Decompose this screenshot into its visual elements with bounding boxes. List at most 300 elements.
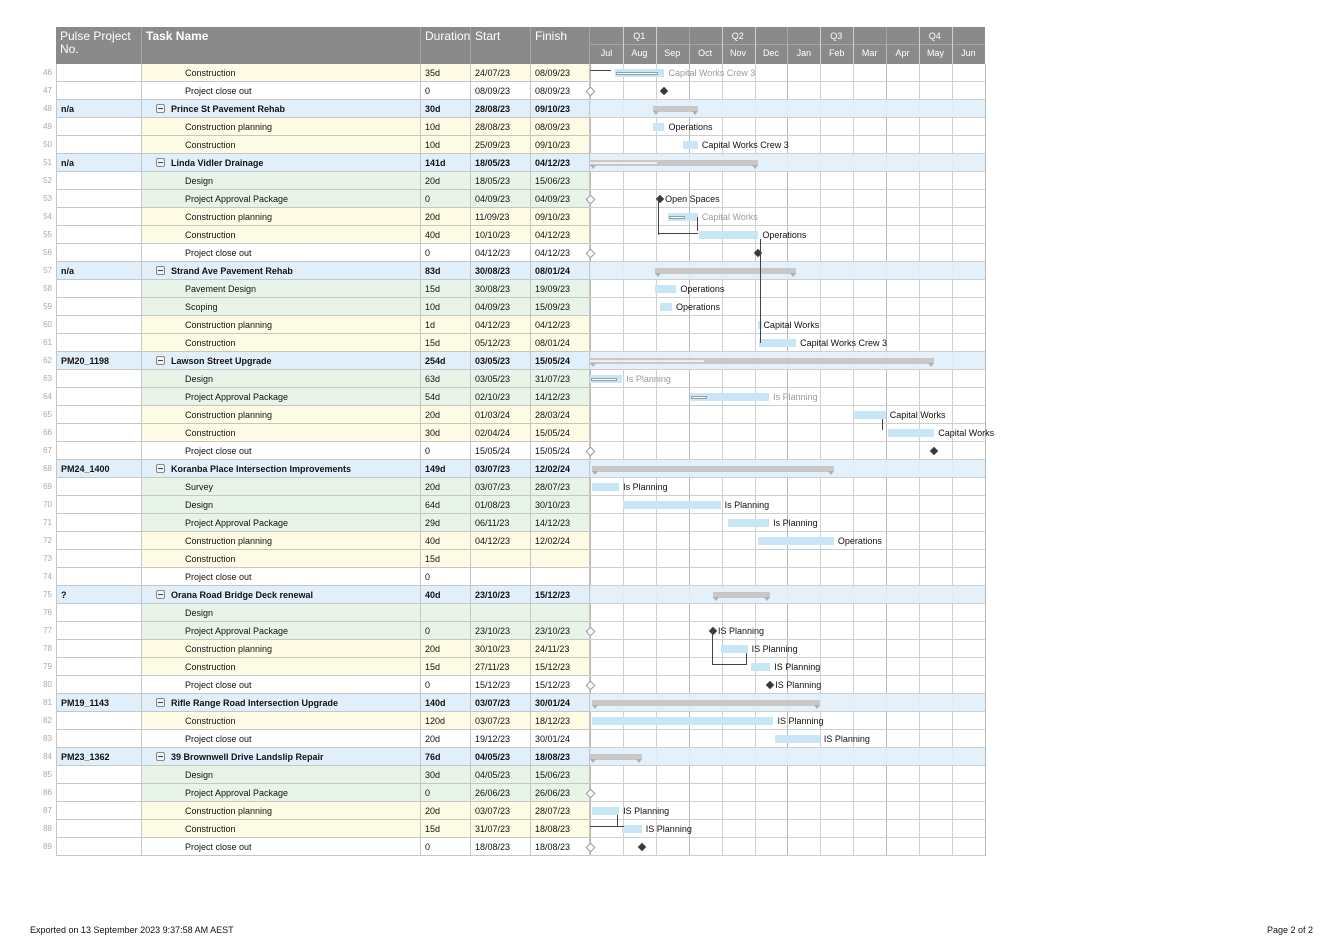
start-date-cell[interactable]	[471, 784, 531, 802]
finish-date-cell[interactable]	[531, 604, 590, 622]
summary-row[interactable]	[0, 352, 1, 370]
finish-date-cell[interactable]	[531, 838, 590, 856]
start-date-cell[interactable]	[471, 478, 531, 496]
task-row[interactable]	[0, 838, 1, 856]
duration-cell[interactable]	[421, 64, 471, 82]
finish-date-cell[interactable]	[531, 244, 590, 262]
start-date-cell[interactable]	[471, 226, 531, 244]
start-date-cell[interactable]	[471, 442, 531, 460]
task-bar[interactable]	[683, 141, 698, 149]
start-date-cell[interactable]	[471, 712, 531, 730]
task-name-cell[interactable]	[142, 190, 421, 208]
start-date-cell[interactable]	[471, 100, 531, 118]
header-finish[interactable]	[531, 27, 590, 64]
pulse-project-cell[interactable]	[56, 118, 142, 136]
summary-row[interactable]	[0, 154, 1, 172]
pulse-project-cell[interactable]	[56, 406, 142, 424]
duration-cell[interactable]	[421, 676, 471, 694]
collapse-toggle-icon[interactable]	[156, 590, 165, 599]
pulse-project-cell[interactable]	[56, 622, 142, 640]
task-bar[interactable]	[615, 69, 665, 77]
finish-date-cell[interactable]	[531, 388, 590, 406]
duration-cell[interactable]	[421, 766, 471, 784]
finish-date-cell[interactable]	[531, 118, 590, 136]
finish-date-cell[interactable]	[531, 64, 590, 82]
task-name-cell[interactable]	[142, 334, 421, 352]
task-name-cell[interactable]	[142, 550, 421, 568]
task-row[interactable]	[0, 82, 1, 100]
finish-date-cell[interactable]	[531, 478, 590, 496]
pulse-project-cell[interactable]	[56, 208, 142, 226]
duration-cell[interactable]	[421, 262, 471, 280]
task-row[interactable]	[0, 478, 1, 496]
finish-date-cell[interactable]	[531, 172, 590, 190]
summary-row[interactable]	[0, 586, 1, 604]
pulse-project-cell[interactable]	[56, 694, 142, 712]
start-date-cell[interactable]	[471, 82, 531, 100]
task-row[interactable]	[0, 334, 1, 352]
pulse-project-cell[interactable]	[56, 712, 142, 730]
task-bar[interactable]	[690, 393, 769, 401]
task-name-cell[interactable]	[142, 514, 421, 532]
header-task-name[interactable]	[142, 27, 421, 64]
finish-date-cell[interactable]	[531, 460, 590, 478]
duration-cell[interactable]	[421, 154, 471, 172]
duration-cell[interactable]	[421, 406, 471, 424]
finish-date-cell[interactable]	[531, 514, 590, 532]
finish-date-cell[interactable]	[531, 154, 590, 172]
task-bar[interactable]	[721, 645, 748, 653]
start-date-cell[interactable]	[471, 586, 531, 604]
pulse-project-cell[interactable]	[56, 532, 142, 550]
duration-cell[interactable]	[421, 190, 471, 208]
collapse-toggle-icon[interactable]	[156, 464, 165, 473]
task-name-cell[interactable]	[142, 622, 421, 640]
task-bar[interactable]	[623, 501, 720, 509]
duration-cell[interactable]	[421, 838, 471, 856]
task-bar[interactable]	[653, 123, 665, 131]
header-start[interactable]	[471, 27, 531, 64]
duration-cell[interactable]	[421, 442, 471, 460]
finish-date-cell[interactable]	[531, 370, 590, 388]
start-date-cell[interactable]	[471, 622, 531, 640]
start-date-cell[interactable]	[471, 550, 531, 568]
pulse-project-cell[interactable]	[56, 748, 142, 766]
finish-date-cell[interactable]	[531, 82, 590, 100]
start-date-cell[interactable]	[471, 352, 531, 370]
task-bar[interactable]	[668, 213, 698, 221]
task-name-cell[interactable]	[142, 442, 421, 460]
pulse-project-cell[interactable]	[56, 658, 142, 676]
task-row[interactable]	[0, 406, 1, 424]
task-name-cell[interactable]	[142, 658, 421, 676]
pulse-project-cell[interactable]	[56, 820, 142, 838]
task-name-cell[interactable]	[142, 316, 421, 334]
task-row[interactable]	[0, 568, 1, 586]
start-date-cell[interactable]	[471, 154, 531, 172]
task-name-cell[interactable]	[142, 838, 421, 856]
finish-date-cell[interactable]	[531, 208, 590, 226]
pulse-project-cell[interactable]	[56, 478, 142, 496]
duration-cell[interactable]	[421, 244, 471, 262]
task-name-cell[interactable]	[142, 352, 421, 370]
finish-date-cell[interactable]	[531, 262, 590, 280]
duration-cell[interactable]	[421, 172, 471, 190]
duration-cell[interactable]	[421, 478, 471, 496]
duration-cell[interactable]	[421, 100, 471, 118]
task-name-cell[interactable]	[142, 370, 421, 388]
summary-bar[interactable]	[590, 754, 642, 760]
task-name-cell[interactable]	[142, 154, 421, 172]
duration-cell[interactable]	[421, 136, 471, 154]
finish-date-cell[interactable]	[531, 640, 590, 658]
pulse-project-cell[interactable]	[56, 388, 142, 406]
duration-cell[interactable]	[421, 550, 471, 568]
pulse-project-cell[interactable]	[56, 136, 142, 154]
task-bar[interactable]	[660, 303, 672, 311]
collapse-toggle-icon[interactable]	[156, 158, 165, 167]
summary-bar[interactable]	[590, 160, 758, 166]
summary-row[interactable]	[0, 694, 1, 712]
task-name-cell[interactable]	[142, 640, 421, 658]
task-name-cell[interactable]	[142, 406, 421, 424]
task-name-cell[interactable]	[142, 676, 421, 694]
task-name-cell[interactable]	[142, 262, 421, 280]
pulse-project-cell[interactable]	[56, 352, 142, 370]
duration-cell[interactable]	[421, 604, 471, 622]
header-pulse-project-no[interactable]	[56, 27, 142, 64]
pulse-project-cell[interactable]	[56, 370, 142, 388]
pulse-project-cell[interactable]	[56, 316, 142, 334]
task-name-cell[interactable]	[142, 604, 421, 622]
task-row[interactable]	[0, 802, 1, 820]
finish-date-cell[interactable]	[531, 424, 590, 442]
start-date-cell[interactable]	[471, 208, 531, 226]
task-name-cell[interactable]	[142, 424, 421, 442]
pulse-project-cell[interactable]	[56, 334, 142, 352]
task-row[interactable]	[0, 604, 1, 622]
finish-date-cell[interactable]	[531, 280, 590, 298]
task-name-cell[interactable]	[142, 136, 421, 154]
pulse-project-cell[interactable]	[56, 514, 142, 532]
duration-cell[interactable]	[421, 226, 471, 244]
task-row[interactable]	[0, 622, 1, 640]
task-row[interactable]	[0, 658, 1, 676]
start-date-cell[interactable]	[471, 298, 531, 316]
finish-date-cell[interactable]	[531, 766, 590, 784]
task-bar[interactable]	[592, 717, 773, 725]
task-row[interactable]	[0, 226, 1, 244]
pulse-project-cell[interactable]	[56, 154, 142, 172]
task-bar[interactable]	[888, 429, 934, 437]
pulse-project-cell[interactable]	[56, 784, 142, 802]
task-bar[interactable]	[751, 663, 770, 671]
summary-bar[interactable]	[653, 106, 698, 112]
finish-date-cell[interactable]	[531, 802, 590, 820]
duration-cell[interactable]	[421, 496, 471, 514]
summary-row[interactable]	[0, 100, 1, 118]
task-name-cell[interactable]	[142, 766, 421, 784]
duration-cell[interactable]	[421, 424, 471, 442]
duration-cell[interactable]	[421, 334, 471, 352]
start-date-cell[interactable]	[471, 190, 531, 208]
task-name-cell[interactable]	[142, 820, 421, 838]
finish-date-cell[interactable]	[531, 496, 590, 514]
task-row[interactable]	[0, 208, 1, 226]
start-date-cell[interactable]	[471, 460, 531, 478]
task-name-cell[interactable]	[142, 118, 421, 136]
finish-date-cell[interactable]	[531, 658, 590, 676]
task-name-cell[interactable]	[142, 100, 421, 118]
task-name-cell[interactable]	[142, 712, 421, 730]
pulse-project-cell[interactable]	[56, 100, 142, 118]
task-row[interactable]	[0, 784, 1, 802]
start-date-cell[interactable]	[471, 136, 531, 154]
pulse-project-cell[interactable]	[56, 730, 142, 748]
task-name-cell[interactable]	[142, 694, 421, 712]
duration-cell[interactable]	[421, 658, 471, 676]
task-name-cell[interactable]	[142, 172, 421, 190]
summary-row[interactable]	[0, 460, 1, 478]
start-date-cell[interactable]	[471, 424, 531, 442]
task-name-cell[interactable]	[142, 388, 421, 406]
finish-date-cell[interactable]	[531, 532, 590, 550]
finish-date-cell[interactable]	[531, 550, 590, 568]
task-row[interactable]	[0, 190, 1, 208]
pulse-project-cell[interactable]	[56, 172, 142, 190]
duration-cell[interactable]	[421, 460, 471, 478]
duration-cell[interactable]	[421, 532, 471, 550]
task-row[interactable]	[0, 640, 1, 658]
collapse-toggle-icon[interactable]	[156, 752, 165, 761]
start-date-cell[interactable]	[471, 514, 531, 532]
task-row[interactable]	[0, 424, 1, 442]
pulse-project-cell[interactable]	[56, 496, 142, 514]
duration-cell[interactable]	[421, 622, 471, 640]
task-bar[interactable]	[592, 483, 619, 491]
task-row[interactable]	[0, 118, 1, 136]
task-name-cell[interactable]	[142, 460, 421, 478]
pulse-project-cell[interactable]	[56, 442, 142, 460]
pulse-project-cell[interactable]	[56, 460, 142, 478]
start-date-cell[interactable]	[471, 532, 531, 550]
collapse-toggle-icon[interactable]	[156, 356, 165, 365]
summary-bar[interactable]	[713, 592, 770, 598]
duration-cell[interactable]	[421, 118, 471, 136]
task-row[interactable]	[0, 766, 1, 784]
task-row[interactable]	[0, 280, 1, 298]
finish-date-cell[interactable]	[531, 748, 590, 766]
task-bar[interactable]	[622, 825, 641, 833]
duration-cell[interactable]	[421, 208, 471, 226]
finish-date-cell[interactable]	[531, 406, 590, 424]
duration-cell[interactable]	[421, 802, 471, 820]
finish-date-cell[interactable]	[531, 190, 590, 208]
task-name-cell[interactable]	[142, 244, 421, 262]
start-date-cell[interactable]	[471, 334, 531, 352]
task-row[interactable]	[0, 370, 1, 388]
pulse-project-cell[interactable]	[56, 226, 142, 244]
task-name-cell[interactable]	[142, 586, 421, 604]
start-date-cell[interactable]	[471, 406, 531, 424]
finish-date-cell[interactable]	[531, 784, 590, 802]
duration-cell[interactable]	[421, 280, 471, 298]
pulse-project-cell[interactable]	[56, 838, 142, 856]
pulse-project-cell[interactable]	[56, 676, 142, 694]
finish-date-cell[interactable]	[531, 676, 590, 694]
start-date-cell[interactable]	[471, 820, 531, 838]
task-name-cell[interactable]	[142, 802, 421, 820]
task-name-cell[interactable]	[142, 298, 421, 316]
task-bar[interactable]	[775, 735, 820, 743]
task-row[interactable]	[0, 298, 1, 316]
task-row[interactable]	[0, 496, 1, 514]
task-name-cell[interactable]	[142, 730, 421, 748]
duration-cell[interactable]	[421, 388, 471, 406]
start-date-cell[interactable]	[471, 262, 531, 280]
summary-row[interactable]	[0, 262, 1, 280]
finish-date-cell[interactable]	[531, 442, 590, 460]
task-name-cell[interactable]	[142, 496, 421, 514]
task-name-cell[interactable]	[142, 82, 421, 100]
pulse-project-cell[interactable]	[56, 82, 142, 100]
pulse-project-cell[interactable]	[56, 64, 142, 82]
finish-date-cell[interactable]	[531, 226, 590, 244]
finish-date-cell[interactable]	[531, 568, 590, 586]
duration-cell[interactable]	[421, 568, 471, 586]
task-row[interactable]	[0, 244, 1, 262]
pulse-project-cell[interactable]	[56, 298, 142, 316]
task-name-cell[interactable]	[142, 64, 421, 82]
task-bar[interactable]	[758, 537, 834, 545]
pulse-project-cell[interactable]	[56, 568, 142, 586]
task-row[interactable]	[0, 676, 1, 694]
task-name-cell[interactable]	[142, 280, 421, 298]
duration-cell[interactable]	[421, 820, 471, 838]
task-row[interactable]	[0, 820, 1, 838]
finish-date-cell[interactable]	[531, 730, 590, 748]
task-row[interactable]	[0, 514, 1, 532]
finish-date-cell[interactable]	[531, 316, 590, 334]
collapse-toggle-icon[interactable]	[156, 104, 165, 113]
collapse-toggle-icon[interactable]	[156, 698, 165, 707]
task-row[interactable]	[0, 532, 1, 550]
start-date-cell[interactable]	[471, 118, 531, 136]
duration-cell[interactable]	[421, 82, 471, 100]
task-name-cell[interactable]	[142, 478, 421, 496]
start-date-cell[interactable]	[471, 388, 531, 406]
task-bar[interactable]	[655, 285, 677, 293]
start-date-cell[interactable]	[471, 766, 531, 784]
start-date-cell[interactable]	[471, 370, 531, 388]
pulse-project-cell[interactable]	[56, 802, 142, 820]
duration-cell[interactable]	[421, 640, 471, 658]
start-date-cell[interactable]	[471, 748, 531, 766]
task-name-cell[interactable]	[142, 748, 421, 766]
task-name-cell[interactable]	[142, 532, 421, 550]
duration-cell[interactable]	[421, 316, 471, 334]
finish-date-cell[interactable]	[531, 694, 590, 712]
task-row[interactable]	[0, 316, 1, 334]
task-bar[interactable]	[759, 339, 796, 347]
task-row[interactable]	[0, 64, 1, 82]
pulse-project-cell[interactable]	[56, 262, 142, 280]
pulse-project-cell[interactable]	[56, 550, 142, 568]
duration-cell[interactable]	[421, 370, 471, 388]
task-bar[interactable]	[699, 231, 758, 239]
duration-cell[interactable]	[421, 586, 471, 604]
task-row[interactable]	[0, 442, 1, 460]
finish-date-cell[interactable]	[531, 586, 590, 604]
finish-date-cell[interactable]	[531, 712, 590, 730]
finish-date-cell[interactable]	[531, 136, 590, 154]
start-date-cell[interactable]	[471, 568, 531, 586]
start-date-cell[interactable]	[471, 496, 531, 514]
start-date-cell[interactable]	[471, 64, 531, 82]
task-row[interactable]	[0, 730, 1, 748]
duration-cell[interactable]	[421, 352, 471, 370]
finish-date-cell[interactable]	[531, 334, 590, 352]
start-date-cell[interactable]	[471, 730, 531, 748]
finish-date-cell[interactable]	[531, 820, 590, 838]
duration-cell[interactable]	[421, 784, 471, 802]
start-date-cell[interactable]	[471, 604, 531, 622]
pulse-project-cell[interactable]	[56, 424, 142, 442]
pulse-project-cell[interactable]	[56, 766, 142, 784]
task-row[interactable]	[0, 172, 1, 190]
header-duration[interactable]	[421, 27, 471, 64]
summary-bar[interactable]	[655, 268, 796, 274]
finish-date-cell[interactable]	[531, 622, 590, 640]
start-date-cell[interactable]	[471, 316, 531, 334]
task-bar[interactable]	[728, 519, 769, 527]
start-date-cell[interactable]	[471, 676, 531, 694]
duration-cell[interactable]	[421, 748, 471, 766]
pulse-project-cell[interactable]	[56, 190, 142, 208]
duration-cell[interactable]	[421, 712, 471, 730]
start-date-cell[interactable]	[471, 172, 531, 190]
task-row[interactable]	[0, 712, 1, 730]
task-row[interactable]	[0, 388, 1, 406]
finish-date-cell[interactable]	[531, 100, 590, 118]
start-date-cell[interactable]	[471, 640, 531, 658]
summary-row[interactable]	[0, 748, 1, 766]
finish-date-cell[interactable]	[531, 352, 590, 370]
duration-cell[interactable]	[421, 298, 471, 316]
start-date-cell[interactable]	[471, 658, 531, 676]
start-date-cell[interactable]	[471, 802, 531, 820]
pulse-project-cell[interactable]	[56, 280, 142, 298]
task-bar[interactable]	[592, 807, 619, 815]
start-date-cell[interactable]	[471, 694, 531, 712]
summary-bar[interactable]	[590, 358, 934, 364]
pulse-project-cell[interactable]	[56, 640, 142, 658]
task-name-cell[interactable]	[142, 568, 421, 586]
task-row[interactable]	[0, 136, 1, 154]
task-name-cell[interactable]	[142, 784, 421, 802]
summary-bar[interactable]	[592, 466, 834, 472]
task-bar[interactable]	[590, 375, 622, 383]
duration-cell[interactable]	[421, 694, 471, 712]
start-date-cell[interactable]	[471, 280, 531, 298]
duration-cell[interactable]	[421, 514, 471, 532]
pulse-project-cell[interactable]	[56, 586, 142, 604]
pulse-project-cell[interactable]	[56, 244, 142, 262]
duration-cell[interactable]	[421, 730, 471, 748]
summary-bar[interactable]	[592, 700, 820, 706]
start-date-cell[interactable]	[471, 838, 531, 856]
task-bar[interactable]	[853, 411, 885, 419]
